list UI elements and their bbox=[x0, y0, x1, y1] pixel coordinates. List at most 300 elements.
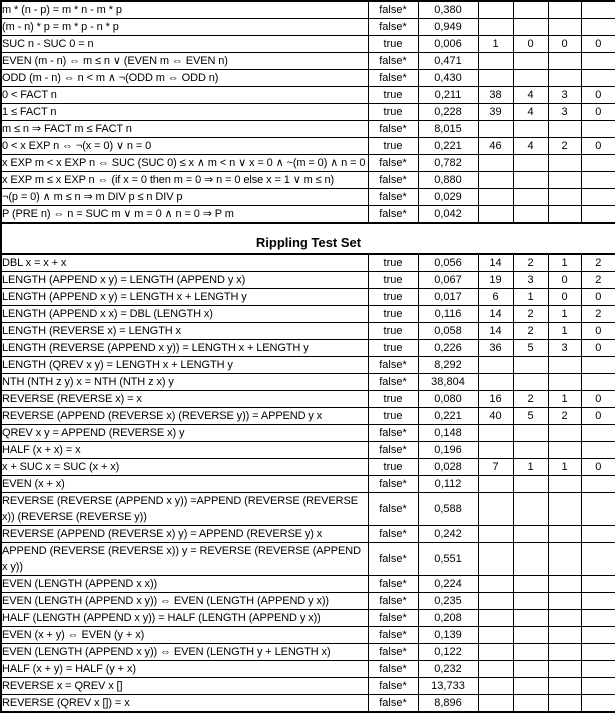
truth-cell: false* bbox=[368, 627, 418, 644]
result-row bbox=[1, 53, 615, 70]
formula-cell: DBL x = x + x bbox=[1, 254, 368, 272]
metric-cell bbox=[478, 19, 513, 36]
result-row bbox=[1, 695, 615, 713]
metric-cell: 14 bbox=[478, 323, 513, 340]
metric-cell: 40 bbox=[478, 408, 513, 425]
metric-cell bbox=[513, 357, 548, 374]
result-row bbox=[1, 289, 615, 306]
metric-cell: 0 bbox=[581, 289, 615, 306]
metric-cell bbox=[548, 172, 581, 189]
result-row bbox=[1, 493, 615, 526]
formula-cell: SUC n - SUC 0 = n bbox=[1, 36, 368, 53]
result-row bbox=[1, 627, 615, 644]
metric-cell bbox=[581, 70, 615, 87]
time-cell: 0,006 bbox=[418, 36, 478, 53]
time-cell: 0,029 bbox=[418, 189, 478, 206]
metric-cell bbox=[478, 189, 513, 206]
metric-cell: 0 bbox=[548, 272, 581, 289]
metric-cell bbox=[581, 374, 615, 391]
truth-cell: true bbox=[368, 391, 418, 408]
truth-cell: false* bbox=[368, 425, 418, 442]
metric-cell: 3 bbox=[548, 104, 581, 121]
metric-cell bbox=[513, 593, 548, 610]
formula-cell: QREV x y = APPEND (REVERSE x) y bbox=[1, 425, 368, 442]
truth-cell: false* bbox=[368, 189, 418, 206]
metric-cell bbox=[478, 593, 513, 610]
metric-cell bbox=[581, 206, 615, 224]
metric-cell: 2 bbox=[513, 306, 548, 323]
metric-cell bbox=[513, 206, 548, 224]
metric-cell: 1 bbox=[513, 289, 548, 306]
metric-cell bbox=[513, 155, 548, 172]
metric-cell: 1 bbox=[548, 323, 581, 340]
result-row bbox=[1, 391, 615, 408]
metric-cell: 2 bbox=[548, 408, 581, 425]
formula-cell: LENGTH (REVERSE (APPEND x y)) = LENGTH x + LENGTH y bbox=[1, 340, 368, 357]
truth-cell: false* bbox=[368, 493, 418, 526]
metric-cell: 4 bbox=[513, 138, 548, 155]
time-cell: 0,782 bbox=[418, 155, 478, 172]
metric-cell bbox=[513, 53, 548, 70]
time-cell: 0,116 bbox=[418, 306, 478, 323]
formula-cell: APPEND (REVERSE (REVERSE x)) y = REVERSE (REVERSE (APPEND x y)) bbox=[1, 543, 368, 576]
truth-cell: true bbox=[368, 408, 418, 425]
formula-cell: x EXP m ≤ x EXP n ⇔ (if x = 0 then m = 0 ⇒ n = 0 else x = 1 ∨ m ≤ n) bbox=[1, 172, 368, 189]
result-row bbox=[1, 121, 615, 138]
truth-cell: true bbox=[368, 306, 418, 323]
result-row bbox=[1, 172, 615, 189]
metric-cell bbox=[513, 493, 548, 526]
metric-cell: 2 bbox=[581, 272, 615, 289]
result-row bbox=[1, 306, 615, 323]
truth-cell: true bbox=[368, 459, 418, 476]
metric-cell bbox=[548, 425, 581, 442]
time-cell: 0,208 bbox=[418, 610, 478, 627]
formula-cell: x + SUC x = SUC (x + x) bbox=[1, 459, 368, 476]
truth-cell: true bbox=[368, 272, 418, 289]
metric-cell bbox=[548, 206, 581, 224]
metric-cell bbox=[581, 442, 615, 459]
metric-cell: 3 bbox=[548, 340, 581, 357]
time-cell: 0,551 bbox=[418, 543, 478, 576]
metric-cell: 38 bbox=[478, 87, 513, 104]
metric-cell bbox=[478, 644, 513, 661]
metric-cell: 14 bbox=[478, 254, 513, 272]
time-cell: 8,292 bbox=[418, 357, 478, 374]
formula-cell: REVERSE x = QREV x [] bbox=[1, 678, 368, 695]
metric-cell bbox=[581, 593, 615, 610]
metric-cell bbox=[478, 357, 513, 374]
result-row bbox=[1, 70, 615, 87]
formula-cell: LENGTH (APPEND x y) = LENGTH x + LENGTH y bbox=[1, 289, 368, 306]
truth-cell: false* bbox=[368, 661, 418, 678]
result-row bbox=[1, 425, 615, 442]
metric-cell bbox=[581, 189, 615, 206]
formula-cell: EVEN (LENGTH (APPEND x y)) ⇔ EVEN (LENGTH y + LENGTH x) bbox=[1, 644, 368, 661]
metric-cell bbox=[581, 425, 615, 442]
metric-cell: 2 bbox=[581, 306, 615, 323]
metric-cell bbox=[478, 661, 513, 678]
result-row bbox=[1, 678, 615, 695]
result-row bbox=[1, 661, 615, 678]
truth-cell: false* bbox=[368, 374, 418, 391]
time-cell: 0,588 bbox=[418, 493, 478, 526]
metric-cell bbox=[513, 70, 548, 87]
time-cell: 0,058 bbox=[418, 323, 478, 340]
time-cell: 0,471 bbox=[418, 53, 478, 70]
metric-cell: 0 bbox=[581, 87, 615, 104]
metric-cell bbox=[478, 53, 513, 70]
formula-cell: 1 ≤ FACT n bbox=[1, 104, 368, 121]
formula-cell: LENGTH (APPEND x y) = LENGTH (APPEND y x) bbox=[1, 272, 368, 289]
metric-cell: 6 bbox=[478, 289, 513, 306]
metric-cell bbox=[478, 627, 513, 644]
time-cell: 0,196 bbox=[418, 442, 478, 459]
formula-cell: LENGTH (QREV x y) = LENGTH x + LENGTH y bbox=[1, 357, 368, 374]
metric-cell bbox=[548, 357, 581, 374]
result-row bbox=[1, 357, 615, 374]
truth-cell: true bbox=[368, 87, 418, 104]
metric-cell: 1 bbox=[548, 254, 581, 272]
metric-cell bbox=[513, 121, 548, 138]
formula-cell: REVERSE (REVERSE x) = x bbox=[1, 391, 368, 408]
time-cell: 0,228 bbox=[418, 104, 478, 121]
metric-cell bbox=[548, 476, 581, 493]
time-cell: 38,804 bbox=[418, 374, 478, 391]
result-row bbox=[1, 206, 615, 224]
result-row bbox=[1, 36, 615, 53]
metric-cell: 0 bbox=[581, 323, 615, 340]
truth-cell: false* bbox=[368, 543, 418, 576]
formula-cell: 0 < FACT n bbox=[1, 87, 368, 104]
metric-cell bbox=[581, 627, 615, 644]
metric-cell bbox=[581, 526, 615, 543]
metric-cell bbox=[478, 1, 513, 19]
metric-cell bbox=[478, 155, 513, 172]
result-row bbox=[1, 374, 615, 391]
metric-cell: 0 bbox=[513, 36, 548, 53]
time-cell: 0,112 bbox=[418, 476, 478, 493]
truth-cell: true bbox=[368, 36, 418, 53]
metric-cell bbox=[478, 206, 513, 224]
truth-cell: false* bbox=[368, 476, 418, 493]
metric-cell: 0 bbox=[581, 459, 615, 476]
metric-cell bbox=[581, 610, 615, 627]
metric-cell bbox=[513, 695, 548, 713]
time-cell: 0,380 bbox=[418, 1, 478, 19]
metric-cell bbox=[548, 155, 581, 172]
metric-cell: 1 bbox=[548, 391, 581, 408]
metric-cell bbox=[581, 1, 615, 19]
time-cell: 0,067 bbox=[418, 272, 478, 289]
result-row bbox=[1, 459, 615, 476]
metric-cell: 1 bbox=[548, 459, 581, 476]
formula-cell: ODD (m - n) ⇔ n < m ∧ ¬(ODD m ⇔ ODD n) bbox=[1, 70, 368, 87]
metric-cell: 1 bbox=[548, 306, 581, 323]
metric-cell bbox=[513, 425, 548, 442]
metric-cell bbox=[548, 627, 581, 644]
time-cell: 0,139 bbox=[418, 627, 478, 644]
result-row bbox=[1, 543, 615, 576]
metric-cell bbox=[548, 610, 581, 627]
metric-cell bbox=[548, 644, 581, 661]
metric-cell bbox=[548, 19, 581, 36]
metric-cell bbox=[581, 19, 615, 36]
metric-cell bbox=[548, 121, 581, 138]
time-cell: 0,949 bbox=[418, 19, 478, 36]
metric-cell bbox=[513, 189, 548, 206]
truth-cell: false* bbox=[368, 19, 418, 36]
result-row bbox=[1, 254, 615, 272]
result-row bbox=[1, 610, 615, 627]
metric-cell: 14 bbox=[478, 306, 513, 323]
time-cell: 0,226 bbox=[418, 340, 478, 357]
time-cell: 0,122 bbox=[418, 644, 478, 661]
metric-cell: 0 bbox=[581, 391, 615, 408]
metric-cell: 19 bbox=[478, 272, 513, 289]
formula-cell: HALF (x + y) = HALF (y + x) bbox=[1, 661, 368, 678]
metric-cell: 0 bbox=[581, 340, 615, 357]
metric-cell: 36 bbox=[478, 340, 513, 357]
truth-cell: true bbox=[368, 340, 418, 357]
time-cell: 0,211 bbox=[418, 87, 478, 104]
metric-cell bbox=[513, 644, 548, 661]
metric-cell bbox=[581, 476, 615, 493]
metric-cell: 16 bbox=[478, 391, 513, 408]
metric-cell bbox=[513, 543, 548, 576]
result-row bbox=[1, 104, 615, 121]
metric-cell: 39 bbox=[478, 104, 513, 121]
time-cell: 0,028 bbox=[418, 459, 478, 476]
metric-cell bbox=[548, 442, 581, 459]
time-cell: 8,015 bbox=[418, 121, 478, 138]
truth-cell: false* bbox=[368, 576, 418, 593]
time-cell: 0,242 bbox=[418, 526, 478, 543]
truth-cell: true bbox=[368, 254, 418, 272]
truth-cell: false* bbox=[368, 206, 418, 224]
time-cell: 0,235 bbox=[418, 593, 478, 610]
section-heading: Rippling Test Set bbox=[1, 223, 615, 254]
metric-cell bbox=[548, 70, 581, 87]
formula-cell: LENGTH (REVERSE x) = LENGTH x bbox=[1, 323, 368, 340]
metric-cell bbox=[581, 644, 615, 661]
metric-cell bbox=[548, 526, 581, 543]
metric-cell bbox=[513, 678, 548, 695]
metric-cell bbox=[581, 543, 615, 576]
result-row bbox=[1, 593, 615, 610]
result-row bbox=[1, 19, 615, 36]
formula-cell: REVERSE (QREV x []) = x bbox=[1, 695, 368, 713]
metric-cell bbox=[548, 374, 581, 391]
metric-cell bbox=[513, 1, 548, 19]
truth-cell: false* bbox=[368, 70, 418, 87]
metric-cell: 3 bbox=[548, 87, 581, 104]
metric-cell bbox=[513, 627, 548, 644]
metric-cell: 0 bbox=[581, 408, 615, 425]
formula-cell: P (PRE n) ⇔ n = SUC m ∨ m = 0 ∧ n = 0 ⇒ P m bbox=[1, 206, 368, 224]
metric-cell: 3 bbox=[513, 272, 548, 289]
metric-cell bbox=[548, 493, 581, 526]
formula-cell: HALF (x + x) = x bbox=[1, 442, 368, 459]
metric-cell bbox=[581, 576, 615, 593]
time-cell: 0,056 bbox=[418, 254, 478, 272]
result-row bbox=[1, 1, 615, 19]
metric-cell bbox=[513, 442, 548, 459]
result-row bbox=[1, 340, 615, 357]
result-row bbox=[1, 272, 615, 289]
metric-cell bbox=[478, 526, 513, 543]
formula-cell: 0 < x EXP n ⇔ ¬(x = 0) ∨ n = 0 bbox=[1, 138, 368, 155]
metric-cell bbox=[513, 661, 548, 678]
formula-cell: (m - n) * p = m * p - n * p bbox=[1, 19, 368, 36]
formula-cell: REVERSE (REVERSE (APPEND x y)) =APPEND (REVERSE (REVERSE x)) (REVERSE (REVERSE y)) bbox=[1, 493, 368, 526]
metric-cell bbox=[513, 526, 548, 543]
truth-cell: false* bbox=[368, 610, 418, 627]
metric-cell: 2 bbox=[548, 138, 581, 155]
metric-cell bbox=[548, 1, 581, 19]
time-cell: 0,430 bbox=[418, 70, 478, 87]
metric-cell bbox=[478, 442, 513, 459]
metric-cell bbox=[581, 155, 615, 172]
metric-cell bbox=[581, 357, 615, 374]
metric-cell bbox=[513, 576, 548, 593]
truth-cell: false* bbox=[368, 172, 418, 189]
formula-cell: x EXP m < x EXP n ⇔ SUC (SUC 0) ≤ x ∧ m < n ∨ x = 0 ∧ ~(m = 0) ∧ n = 0 bbox=[1, 155, 368, 172]
metric-cell bbox=[478, 425, 513, 442]
truth-cell: true bbox=[368, 289, 418, 306]
truth-cell: false* bbox=[368, 1, 418, 19]
metric-cell bbox=[581, 695, 615, 713]
metric-cell: 2 bbox=[513, 323, 548, 340]
metric-cell bbox=[478, 374, 513, 391]
time-cell: 0,880 bbox=[418, 172, 478, 189]
result-row bbox=[1, 442, 615, 459]
time-cell: 0,232 bbox=[418, 661, 478, 678]
formula-cell: ¬(p = 0) ∧ m ≤ n ⇒ m DIV p ≤ n DIV p bbox=[1, 189, 368, 206]
metric-cell: 4 bbox=[513, 87, 548, 104]
truth-cell: false* bbox=[368, 644, 418, 661]
metric-cell bbox=[478, 576, 513, 593]
result-row bbox=[1, 323, 615, 340]
metric-cell bbox=[478, 610, 513, 627]
metric-cell: 2 bbox=[513, 391, 548, 408]
time-cell: 13,733 bbox=[418, 678, 478, 695]
metric-cell bbox=[548, 661, 581, 678]
result-row bbox=[1, 476, 615, 493]
time-cell: 8,896 bbox=[418, 695, 478, 713]
metric-cell: 0 bbox=[581, 138, 615, 155]
metric-cell bbox=[513, 374, 548, 391]
metric-cell bbox=[513, 172, 548, 189]
formula-cell: REVERSE (APPEND (REVERSE x) (REVERSE y)) = APPEND y x bbox=[1, 408, 368, 425]
formula-cell: m * (n - p) = m * n - m * p bbox=[1, 1, 368, 19]
formula-cell: EVEN (LENGTH (APPEND x x)) bbox=[1, 576, 368, 593]
metric-cell bbox=[478, 493, 513, 526]
results-table-body bbox=[1, 1, 615, 712]
metric-cell bbox=[581, 121, 615, 138]
metric-cell bbox=[581, 661, 615, 678]
metric-cell: 5 bbox=[513, 408, 548, 425]
metric-cell: 2 bbox=[513, 254, 548, 272]
truth-cell: true bbox=[368, 138, 418, 155]
metric-cell bbox=[548, 593, 581, 610]
truth-cell: false* bbox=[368, 357, 418, 374]
metric-cell bbox=[513, 476, 548, 493]
metric-cell bbox=[513, 610, 548, 627]
metric-cell bbox=[478, 476, 513, 493]
time-cell: 0,017 bbox=[418, 289, 478, 306]
formula-cell: HALF (LENGTH (APPEND x y)) = HALF (LENGTH (APPEND y x)) bbox=[1, 610, 368, 627]
result-row bbox=[1, 138, 615, 155]
metric-cell bbox=[581, 493, 615, 526]
truth-cell: false* bbox=[368, 526, 418, 543]
metric-cell bbox=[548, 695, 581, 713]
truth-cell: true bbox=[368, 104, 418, 121]
metric-cell: 7 bbox=[478, 459, 513, 476]
formula-cell: EVEN (x + y) ⇔ EVEN (y + x) bbox=[1, 627, 368, 644]
truth-cell: false* bbox=[368, 155, 418, 172]
truth-cell: false* bbox=[368, 53, 418, 70]
metric-cell bbox=[478, 678, 513, 695]
formula-cell: EVEN (LENGTH (APPEND x y)) ⇔ EVEN (LENGTH (APPEND y x)) bbox=[1, 593, 368, 610]
metric-cell bbox=[548, 189, 581, 206]
metric-cell: 46 bbox=[478, 138, 513, 155]
formula-cell: LENGTH (APPEND x x) = DBL (LENGTH x) bbox=[1, 306, 368, 323]
metric-cell: 0 bbox=[581, 36, 615, 53]
metric-cell: 1 bbox=[478, 36, 513, 53]
metric-cell bbox=[548, 543, 581, 576]
formula-cell: m ≤ n ⇒ FACT m ≤ FACT n bbox=[1, 121, 368, 138]
metric-cell bbox=[478, 695, 513, 713]
time-cell: 0,224 bbox=[418, 576, 478, 593]
result-row bbox=[1, 408, 615, 425]
metric-cell bbox=[478, 70, 513, 87]
truth-cell: false* bbox=[368, 695, 418, 713]
formula-cell: EVEN (m - n) ⇔ m ≤ n ∨ (EVEN m ⇔ EVEN n) bbox=[1, 53, 368, 70]
time-cell: 0,042 bbox=[418, 206, 478, 224]
formula-cell: EVEN (x + x) bbox=[1, 476, 368, 493]
result-row bbox=[1, 189, 615, 206]
truth-cell: false* bbox=[368, 442, 418, 459]
formula-cell: REVERSE (APPEND (REVERSE x) y) = APPEND (REVERSE y) x bbox=[1, 526, 368, 543]
time-cell: 0,221 bbox=[418, 408, 478, 425]
time-cell: 0,080 bbox=[418, 391, 478, 408]
metric-cell bbox=[581, 53, 615, 70]
metric-cell bbox=[478, 172, 513, 189]
metric-cell: 5 bbox=[513, 340, 548, 357]
metric-cell bbox=[548, 678, 581, 695]
truth-cell: false* bbox=[368, 593, 418, 610]
metric-cell bbox=[478, 543, 513, 576]
metric-cell bbox=[581, 678, 615, 695]
metric-cell: 0 bbox=[548, 36, 581, 53]
metric-cell: 0 bbox=[581, 104, 615, 121]
metric-cell bbox=[581, 172, 615, 189]
metric-cell bbox=[478, 121, 513, 138]
metric-cell: 1 bbox=[513, 459, 548, 476]
metric-cell bbox=[513, 19, 548, 36]
result-row bbox=[1, 87, 615, 104]
metric-cell: 4 bbox=[513, 104, 548, 121]
truth-cell: false* bbox=[368, 121, 418, 138]
result-row bbox=[1, 644, 615, 661]
metric-cell: 2 bbox=[581, 254, 615, 272]
formula-cell: NTH (NTH z y) x = NTH (NTH z x) y bbox=[1, 374, 368, 391]
result-row bbox=[1, 576, 615, 593]
result-row bbox=[1, 526, 615, 543]
truth-cell: false* bbox=[368, 678, 418, 695]
metric-cell bbox=[548, 53, 581, 70]
